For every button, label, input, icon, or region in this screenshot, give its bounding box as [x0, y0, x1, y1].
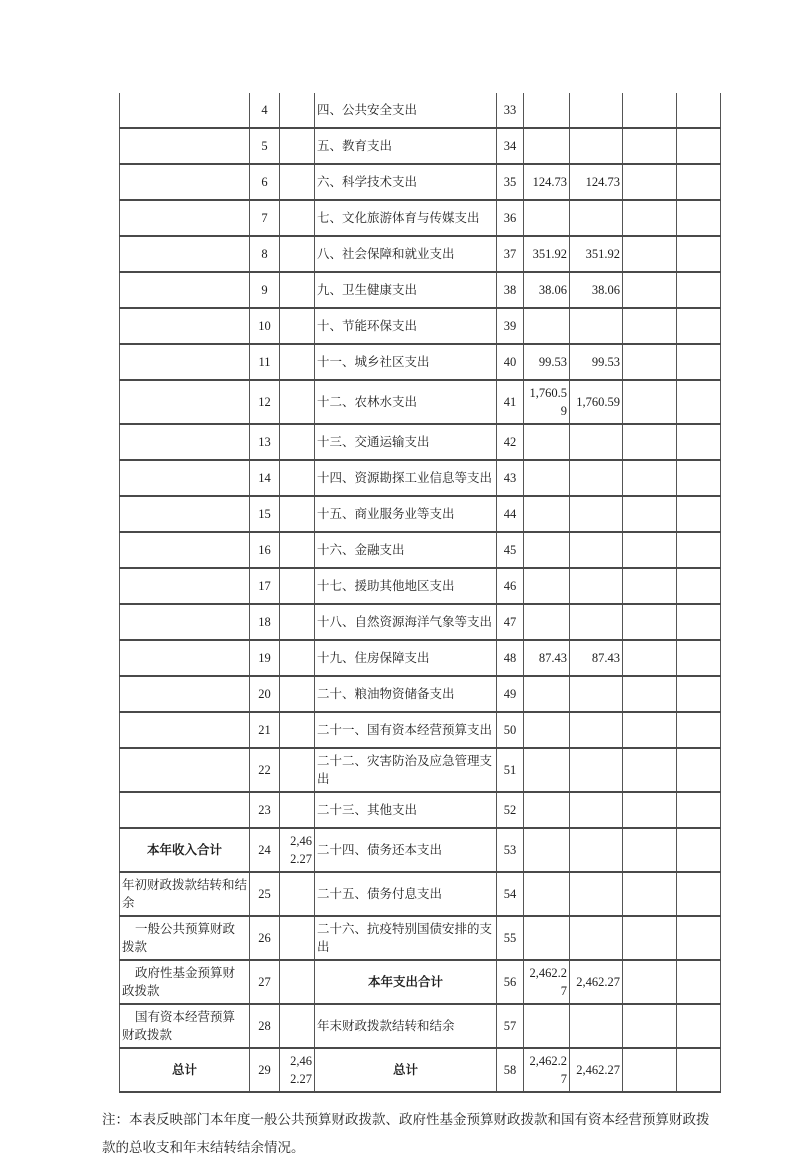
- cell-line-no-left: 10: [250, 308, 280, 344]
- cell-expenditure-amount-2: [570, 916, 623, 960]
- cell-line-no-right: 40: [497, 344, 524, 380]
- cell-empty-2: [677, 308, 721, 344]
- cell-expenditure-category: 五、教育支出: [315, 128, 497, 164]
- cell-expenditure-amount-1: [524, 568, 570, 604]
- cell-expenditure-amount-2: [570, 532, 623, 568]
- cell-income-amount: [280, 1004, 315, 1048]
- cell-empty-1: [623, 128, 677, 164]
- page-content: [102, 93, 721, 1162]
- cell-expenditure-amount-1: [524, 128, 570, 164]
- cell-expenditure-amount-1: [524, 532, 570, 568]
- cell-line-no-right: 48: [497, 640, 524, 676]
- cell-expenditure-amount-1: [524, 308, 570, 344]
- cell-expenditure-amount-1: 87.43: [524, 640, 570, 676]
- cell-expenditure-amount-1: 2,462.27: [524, 960, 570, 1004]
- cell-line-no-left: 23: [250, 792, 280, 828]
- cell-income-label: [120, 676, 250, 712]
- cell-empty-2: [677, 1004, 721, 1048]
- cell-income-label: [120, 792, 250, 828]
- cell-income-amount: 2,462.27: [280, 828, 315, 872]
- cell-line-no-right: 37: [497, 236, 524, 272]
- cell-empty-1: [623, 236, 677, 272]
- cell-line-no-left: 15: [250, 496, 280, 532]
- budget-summary-table: [119, 93, 721, 1093]
- cell-expenditure-category: 总计: [315, 1048, 497, 1092]
- cell-line-no-right: 36: [497, 200, 524, 236]
- cell-expenditure-category: 八、社会保障和就业支出: [315, 236, 497, 272]
- cell-expenditure-amount-2: [570, 200, 623, 236]
- cell-empty-1: [623, 308, 677, 344]
- table-row: [120, 792, 721, 828]
- cell-empty-2: [677, 872, 721, 916]
- cell-expenditure-category: 二十五、债务付息支出: [315, 872, 497, 916]
- cell-expenditure-amount-2: [570, 308, 623, 344]
- table-row: [120, 460, 721, 496]
- cell-empty-2: [677, 200, 721, 236]
- table-row: [120, 308, 721, 344]
- cell-expenditure-amount-2: 124.73: [570, 164, 623, 200]
- cell-line-no-left: 16: [250, 532, 280, 568]
- cell-expenditure-amount-2: 87.43: [570, 640, 623, 676]
- table-row: [120, 424, 721, 460]
- cell-empty-1: [623, 792, 677, 828]
- cell-line-no-right: 49: [497, 676, 524, 712]
- cell-empty-2: [677, 532, 721, 568]
- cell-expenditure-category: 十四、资源勘探工业信息等支出: [315, 460, 497, 496]
- cell-expenditure-amount-2: [570, 872, 623, 916]
- cell-empty-2: [677, 380, 721, 424]
- cell-expenditure-amount-2: [570, 792, 623, 828]
- cell-expenditure-category: 二十二、灾害防治及应急管理支出: [315, 748, 497, 792]
- cell-empty-2: [677, 460, 721, 496]
- cell-line-no-right: 46: [497, 568, 524, 604]
- cell-income-amount: [280, 308, 315, 344]
- cell-expenditure-amount-1: [524, 712, 570, 748]
- cell-expenditure-amount-1: [524, 460, 570, 496]
- cell-income-label: [120, 164, 250, 200]
- cell-empty-1: [623, 380, 677, 424]
- cell-expenditure-category: 十六、金融支出: [315, 532, 497, 568]
- cell-empty-2: [677, 496, 721, 532]
- cell-income-label: [120, 568, 250, 604]
- cell-income-amount: 2,462.27: [280, 1048, 315, 1092]
- table-row: [120, 380, 721, 424]
- table-row: [120, 272, 721, 308]
- cell-empty-2: [677, 424, 721, 460]
- cell-expenditure-amount-2: [570, 128, 623, 164]
- cell-income-label: [120, 272, 250, 308]
- cell-line-no-left: 24: [250, 828, 280, 872]
- cell-income-amount: [280, 344, 315, 380]
- cell-line-no-right: 47: [497, 604, 524, 640]
- cell-empty-2: [677, 1048, 721, 1092]
- cell-line-no-right: 39: [497, 308, 524, 344]
- cell-expenditure-amount-2: 99.53: [570, 344, 623, 380]
- cell-expenditure-category: 十七、援助其他地区支出: [315, 568, 497, 604]
- cell-empty-2: [677, 604, 721, 640]
- cell-income-amount: [280, 916, 315, 960]
- cell-expenditure-amount-1: [524, 424, 570, 460]
- cell-line-no-left: 14: [250, 460, 280, 496]
- cell-line-no-left: 11: [250, 344, 280, 380]
- cell-line-no-right: 33: [497, 93, 524, 128]
- cell-empty-1: [623, 828, 677, 872]
- table-row: [120, 828, 721, 872]
- cell-income-amount: [280, 200, 315, 236]
- cell-line-no-left: 21: [250, 712, 280, 748]
- cell-expenditure-amount-1: [524, 496, 570, 532]
- cell-expenditure-category: 六、科学技术支出: [315, 164, 497, 200]
- cell-line-no-right: 50: [497, 712, 524, 748]
- cell-income-amount: [280, 128, 315, 164]
- cell-empty-2: [677, 748, 721, 792]
- cell-expenditure-category: 年末财政拨款结转和结余: [315, 1004, 497, 1048]
- cell-expenditure-amount-1: [524, 872, 570, 916]
- cell-income-label: [120, 496, 250, 532]
- cell-line-no-left: 27: [250, 960, 280, 1004]
- cell-line-no-right: 52: [497, 792, 524, 828]
- cell-income-label: [120, 424, 250, 460]
- cell-expenditure-amount-1: 99.53: [524, 344, 570, 380]
- cell-income-amount: [280, 792, 315, 828]
- cell-expenditure-amount-1: [524, 93, 570, 128]
- cell-line-no-right: 35: [497, 164, 524, 200]
- cell-income-label: [120, 460, 250, 496]
- cell-expenditure-category: 四、公共安全支出: [315, 93, 497, 128]
- cell-empty-2: [677, 344, 721, 380]
- cell-income-label: [120, 344, 250, 380]
- cell-income-amount: [280, 872, 315, 916]
- cell-empty-1: [623, 1048, 677, 1092]
- cell-empty-1: [623, 460, 677, 496]
- cell-line-no-left: 4: [250, 93, 280, 128]
- table-row: [120, 200, 721, 236]
- cell-line-no-right: 42: [497, 424, 524, 460]
- cell-expenditure-amount-1: 351.92: [524, 236, 570, 272]
- cell-empty-1: [623, 604, 677, 640]
- cell-empty-1: [623, 200, 677, 236]
- table-row: [120, 344, 721, 380]
- cell-expenditure-category: 十、节能环保支出: [315, 308, 497, 344]
- cell-empty-2: [677, 916, 721, 960]
- cell-empty-2: [677, 712, 721, 748]
- cell-line-no-right: 34: [497, 128, 524, 164]
- cell-line-no-left: 8: [250, 236, 280, 272]
- table-row: [120, 496, 721, 532]
- cell-income-amount: [280, 93, 315, 128]
- cell-line-no-right: 53: [497, 828, 524, 872]
- cell-expenditure-amount-1: [524, 748, 570, 792]
- cell-expenditure-amount-2: [570, 712, 623, 748]
- cell-line-no-left: 12: [250, 380, 280, 424]
- cell-empty-2: [677, 960, 721, 1004]
- cell-empty-1: [623, 568, 677, 604]
- cell-line-no-left: 28: [250, 1004, 280, 1048]
- cell-income-label: 年初财政拨款结转和结余: [120, 872, 250, 916]
- table-row: [120, 128, 721, 164]
- cell-line-no-right: 45: [497, 532, 524, 568]
- cell-expenditure-category: 十二、农林水支出: [315, 380, 497, 424]
- cell-empty-1: [623, 872, 677, 916]
- table-row: [120, 1048, 721, 1092]
- cell-expenditure-amount-2: [570, 604, 623, 640]
- cell-line-no-left: 20: [250, 676, 280, 712]
- cell-expenditure-category: 二十、粮油物资储备支出: [315, 676, 497, 712]
- cell-empty-1: [623, 496, 677, 532]
- cell-expenditure-amount-1: [524, 200, 570, 236]
- cell-expenditure-category: 二十三、其他支出: [315, 792, 497, 828]
- cell-expenditure-category: 十一、城乡社区支出: [315, 344, 497, 380]
- cell-line-no-left: 17: [250, 568, 280, 604]
- cell-empty-1: [623, 712, 677, 748]
- table-row: [120, 93, 721, 128]
- cell-line-no-right: 41: [497, 380, 524, 424]
- cell-expenditure-category: 二十六、抗疫特别国债安排的支出: [315, 916, 497, 960]
- cell-expenditure-amount-1: 1,760.59: [524, 380, 570, 424]
- cell-expenditure-amount-2: [570, 1004, 623, 1048]
- table-row: [120, 236, 721, 272]
- cell-income-amount: [280, 640, 315, 676]
- cell-empty-1: [623, 640, 677, 676]
- cell-empty-2: [677, 676, 721, 712]
- cell-line-no-right: 58: [497, 1048, 524, 1092]
- cell-income-amount: [280, 272, 315, 308]
- cell-income-label: [120, 748, 250, 792]
- cell-empty-2: [677, 236, 721, 272]
- cell-expenditure-amount-2: [570, 568, 623, 604]
- cell-income-amount: [280, 496, 315, 532]
- cell-income-label: [120, 93, 250, 128]
- cell-empty-1: [623, 272, 677, 308]
- cell-empty-2: [677, 568, 721, 604]
- cell-line-no-left: 26: [250, 916, 280, 960]
- cell-expenditure-category: 二十一、国有资本经营预算支出: [315, 712, 497, 748]
- cell-empty-2: [677, 272, 721, 308]
- cell-empty-2: [677, 128, 721, 164]
- cell-line-no-left: 19: [250, 640, 280, 676]
- cell-expenditure-amount-1: [524, 828, 570, 872]
- cell-line-no-left: 29: [250, 1048, 280, 1092]
- cell-income-label: [120, 308, 250, 344]
- cell-line-no-right: 44: [497, 496, 524, 532]
- cell-income-amount: [280, 712, 315, 748]
- table-row: [120, 568, 721, 604]
- cell-expenditure-amount-2: [570, 748, 623, 792]
- cell-expenditure-amount-2: [570, 676, 623, 712]
- cell-empty-1: [623, 960, 677, 1004]
- cell-income-label: [120, 640, 250, 676]
- cell-line-no-left: 22: [250, 748, 280, 792]
- cell-income-amount: [280, 164, 315, 200]
- cell-income-amount: [280, 424, 315, 460]
- cell-expenditure-amount-1: 124.73: [524, 164, 570, 200]
- cell-income-label: [120, 712, 250, 748]
- cell-empty-2: [677, 93, 721, 128]
- cell-line-no-left: 25: [250, 872, 280, 916]
- cell-income-label: 政府性基金预算财政拨款: [120, 960, 250, 1004]
- table-row: [120, 640, 721, 676]
- cell-expenditure-amount-2: 2,462.27: [570, 1048, 623, 1092]
- cell-income-amount: [280, 532, 315, 568]
- table-row: [120, 164, 721, 200]
- table-row: [120, 676, 721, 712]
- cell-income-label: [120, 128, 250, 164]
- cell-income-label: [120, 200, 250, 236]
- table-row: [120, 960, 721, 1004]
- cell-income-label: 本年收入合计: [120, 828, 250, 872]
- cell-income-amount: [280, 380, 315, 424]
- cell-line-no-left: 9: [250, 272, 280, 308]
- cell-line-no-right: 54: [497, 872, 524, 916]
- cell-income-label: [120, 380, 250, 424]
- cell-expenditure-category: 九、卫生健康支出: [315, 272, 497, 308]
- cell-empty-1: [623, 344, 677, 380]
- cell-income-amount: [280, 460, 315, 496]
- cell-expenditure-amount-2: 38.06: [570, 272, 623, 308]
- cell-expenditure-category: 十五、商业服务业等支出: [315, 496, 497, 532]
- cell-expenditure-amount-1: 38.06: [524, 272, 570, 308]
- cell-line-no-left: 6: [250, 164, 280, 200]
- cell-expenditure-amount-2: [570, 424, 623, 460]
- cell-expenditure-amount-1: [524, 916, 570, 960]
- cell-line-no-left: 13: [250, 424, 280, 460]
- cell-expenditure-amount-2: 351.92: [570, 236, 623, 272]
- table-row: [120, 872, 721, 916]
- cell-income-amount: [280, 236, 315, 272]
- cell-empty-1: [623, 424, 677, 460]
- cell-expenditure-amount-1: [524, 604, 570, 640]
- table-row: [120, 916, 721, 960]
- cell-income-amount: [280, 676, 315, 712]
- cell-expenditure-amount-2: [570, 460, 623, 496]
- table-row: [120, 1004, 721, 1048]
- cell-income-label: 总计: [120, 1048, 250, 1092]
- cell-empty-2: [677, 164, 721, 200]
- cell-expenditure-category: 二十四、债务还本支出: [315, 828, 497, 872]
- cell-expenditure-amount-2: [570, 828, 623, 872]
- cell-empty-2: [677, 792, 721, 828]
- cell-expenditure-category: 十三、交通运输支出: [315, 424, 497, 460]
- cell-empty-2: [677, 640, 721, 676]
- cell-income-amount: [280, 604, 315, 640]
- cell-income-amount: [280, 960, 315, 1004]
- cell-expenditure-category: 十九、住房保障支出: [315, 640, 497, 676]
- cell-expenditure-category: 本年支出合计: [315, 960, 497, 1004]
- cell-empty-1: [623, 676, 677, 712]
- cell-income-label: 一般公共预算财政拨款: [120, 916, 250, 960]
- cell-expenditure-amount-1: 2,462.27: [524, 1048, 570, 1092]
- cell-line-no-right: 43: [497, 460, 524, 496]
- cell-line-no-left: 7: [250, 200, 280, 236]
- footnote: 注：本表反映部门本年度一般公共预算财政拨款、政府性基金预算财政拨款和国有资本经营预算财政拨款的总收支和年末结转结余情况。: [102, 1112, 710, 1155]
- cell-line-no-right: 55: [497, 916, 524, 960]
- cell-line-no-right: 51: [497, 748, 524, 792]
- table-row: [120, 532, 721, 568]
- cell-expenditure-amount-2: [570, 93, 623, 128]
- cell-empty-1: [623, 916, 677, 960]
- cell-empty-1: [623, 164, 677, 200]
- cell-expenditure-amount-2: 2,462.27: [570, 960, 623, 1004]
- cell-empty-1: [623, 1004, 677, 1048]
- table-row: [120, 748, 721, 792]
- cell-expenditure-amount-2: [570, 496, 623, 532]
- table-row: [120, 712, 721, 748]
- cell-expenditure-amount-1: [524, 676, 570, 712]
- cell-empty-1: [623, 748, 677, 792]
- cell-income-amount: [280, 748, 315, 792]
- cell-income-label: 国有资本经营预算财政拨款: [120, 1004, 250, 1048]
- cell-expenditure-amount-1: [524, 1004, 570, 1048]
- cell-expenditure-amount-1: [524, 792, 570, 828]
- cell-expenditure-category: 十八、自然资源海洋气象等支出: [315, 604, 497, 640]
- cell-line-no-right: 56: [497, 960, 524, 1004]
- cell-empty-2: [677, 828, 721, 872]
- cell-line-no-left: 18: [250, 604, 280, 640]
- cell-expenditure-amount-2: 1,760.59: [570, 380, 623, 424]
- table-row: [120, 604, 721, 640]
- cell-income-label: [120, 532, 250, 568]
- cell-empty-1: [623, 532, 677, 568]
- cell-line-no-right: 57: [497, 1004, 524, 1048]
- cell-income-label: [120, 604, 250, 640]
- cell-income-label: [120, 236, 250, 272]
- cell-income-amount: [280, 568, 315, 604]
- cell-line-no-left: 5: [250, 128, 280, 164]
- cell-line-no-right: 38: [497, 272, 524, 308]
- cell-empty-1: [623, 93, 677, 128]
- cell-expenditure-category: 七、文化旅游体育与传媒支出: [315, 200, 497, 236]
